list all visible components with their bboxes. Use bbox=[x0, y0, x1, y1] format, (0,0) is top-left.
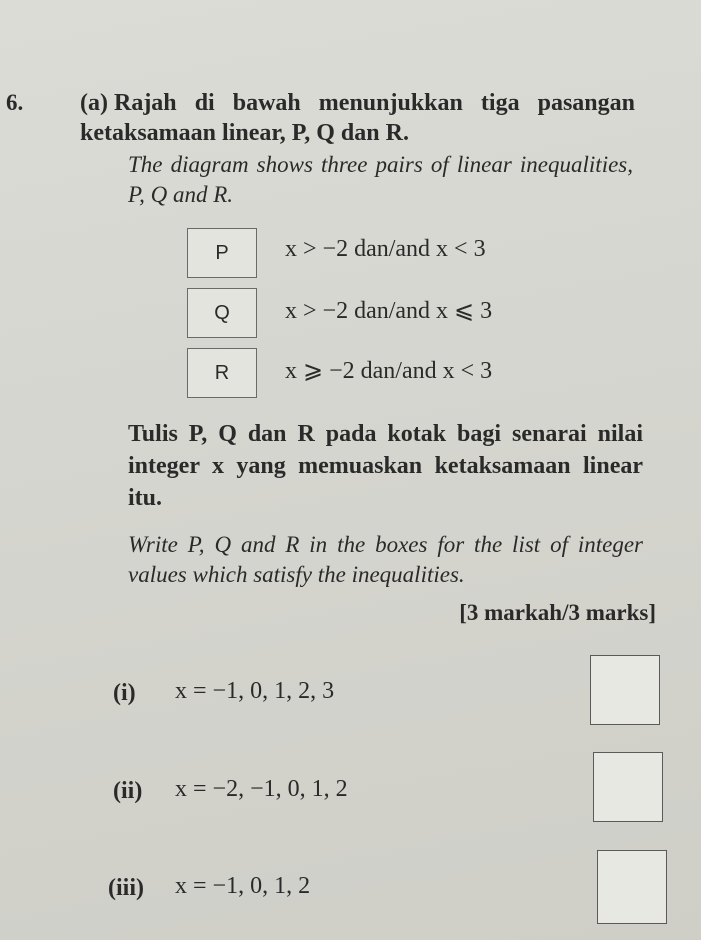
inequality-row-r bbox=[187, 348, 607, 398]
question-stem-english: The diagram shows three pairs of linear inequalities, P, Q and R. bbox=[128, 152, 633, 207]
inequality-text: x > −2 dan/and x ⩽ 3 bbox=[285, 298, 493, 324]
answer-label-ii: (ii) bbox=[113, 778, 143, 804]
question-part-label: (a) bbox=[80, 90, 108, 116]
answer-box-i[interactable] bbox=[590, 655, 660, 725]
answer-box-ii[interactable] bbox=[593, 752, 663, 822]
answer-values-iii: x = −1, 0, 1, 2 bbox=[175, 873, 311, 899]
instruction-english: Write P, Q and R in the boxes for the list of integer values which satisfy the inequalities. bbox=[128, 532, 643, 587]
inequality-label-box: P bbox=[187, 228, 257, 278]
answer-box-iii[interactable] bbox=[597, 850, 667, 924]
answer-label-iii: (iii) bbox=[108, 875, 144, 901]
marks-label: [3 markah/3 marks] bbox=[459, 600, 656, 625]
stem-malay-text: Rajah di bawah menunjukkan tiga pasangan ketaksamaan linear, P, Q dan R. bbox=[80, 90, 635, 146]
inequality-text: x > −2 dan/and x < 3 bbox=[285, 236, 486, 262]
inequality-label-box: Q bbox=[187, 288, 257, 338]
answer-label-i: (i) bbox=[113, 680, 136, 706]
answer-values-ii: x = −2, −1, 0, 1, 2 bbox=[175, 776, 348, 802]
inequality-row-q bbox=[187, 288, 607, 338]
inequality-label-box: R bbox=[187, 348, 257, 398]
inequality-text: x ⩾ −2 dan/and x < 3 bbox=[285, 358, 493, 384]
instruction-malay: Tulis P, Q dan R pada kotak bagi senarai nilai integer x yang memuaskan ketaksamaan linear itu. bbox=[128, 421, 643, 511]
question-number: 6. bbox=[6, 90, 24, 115]
answer-values-i: x = −1, 0, 1, 2, 3 bbox=[175, 678, 335, 704]
inequality-row-p bbox=[187, 228, 607, 278]
question-stem-malay bbox=[80, 88, 635, 148]
